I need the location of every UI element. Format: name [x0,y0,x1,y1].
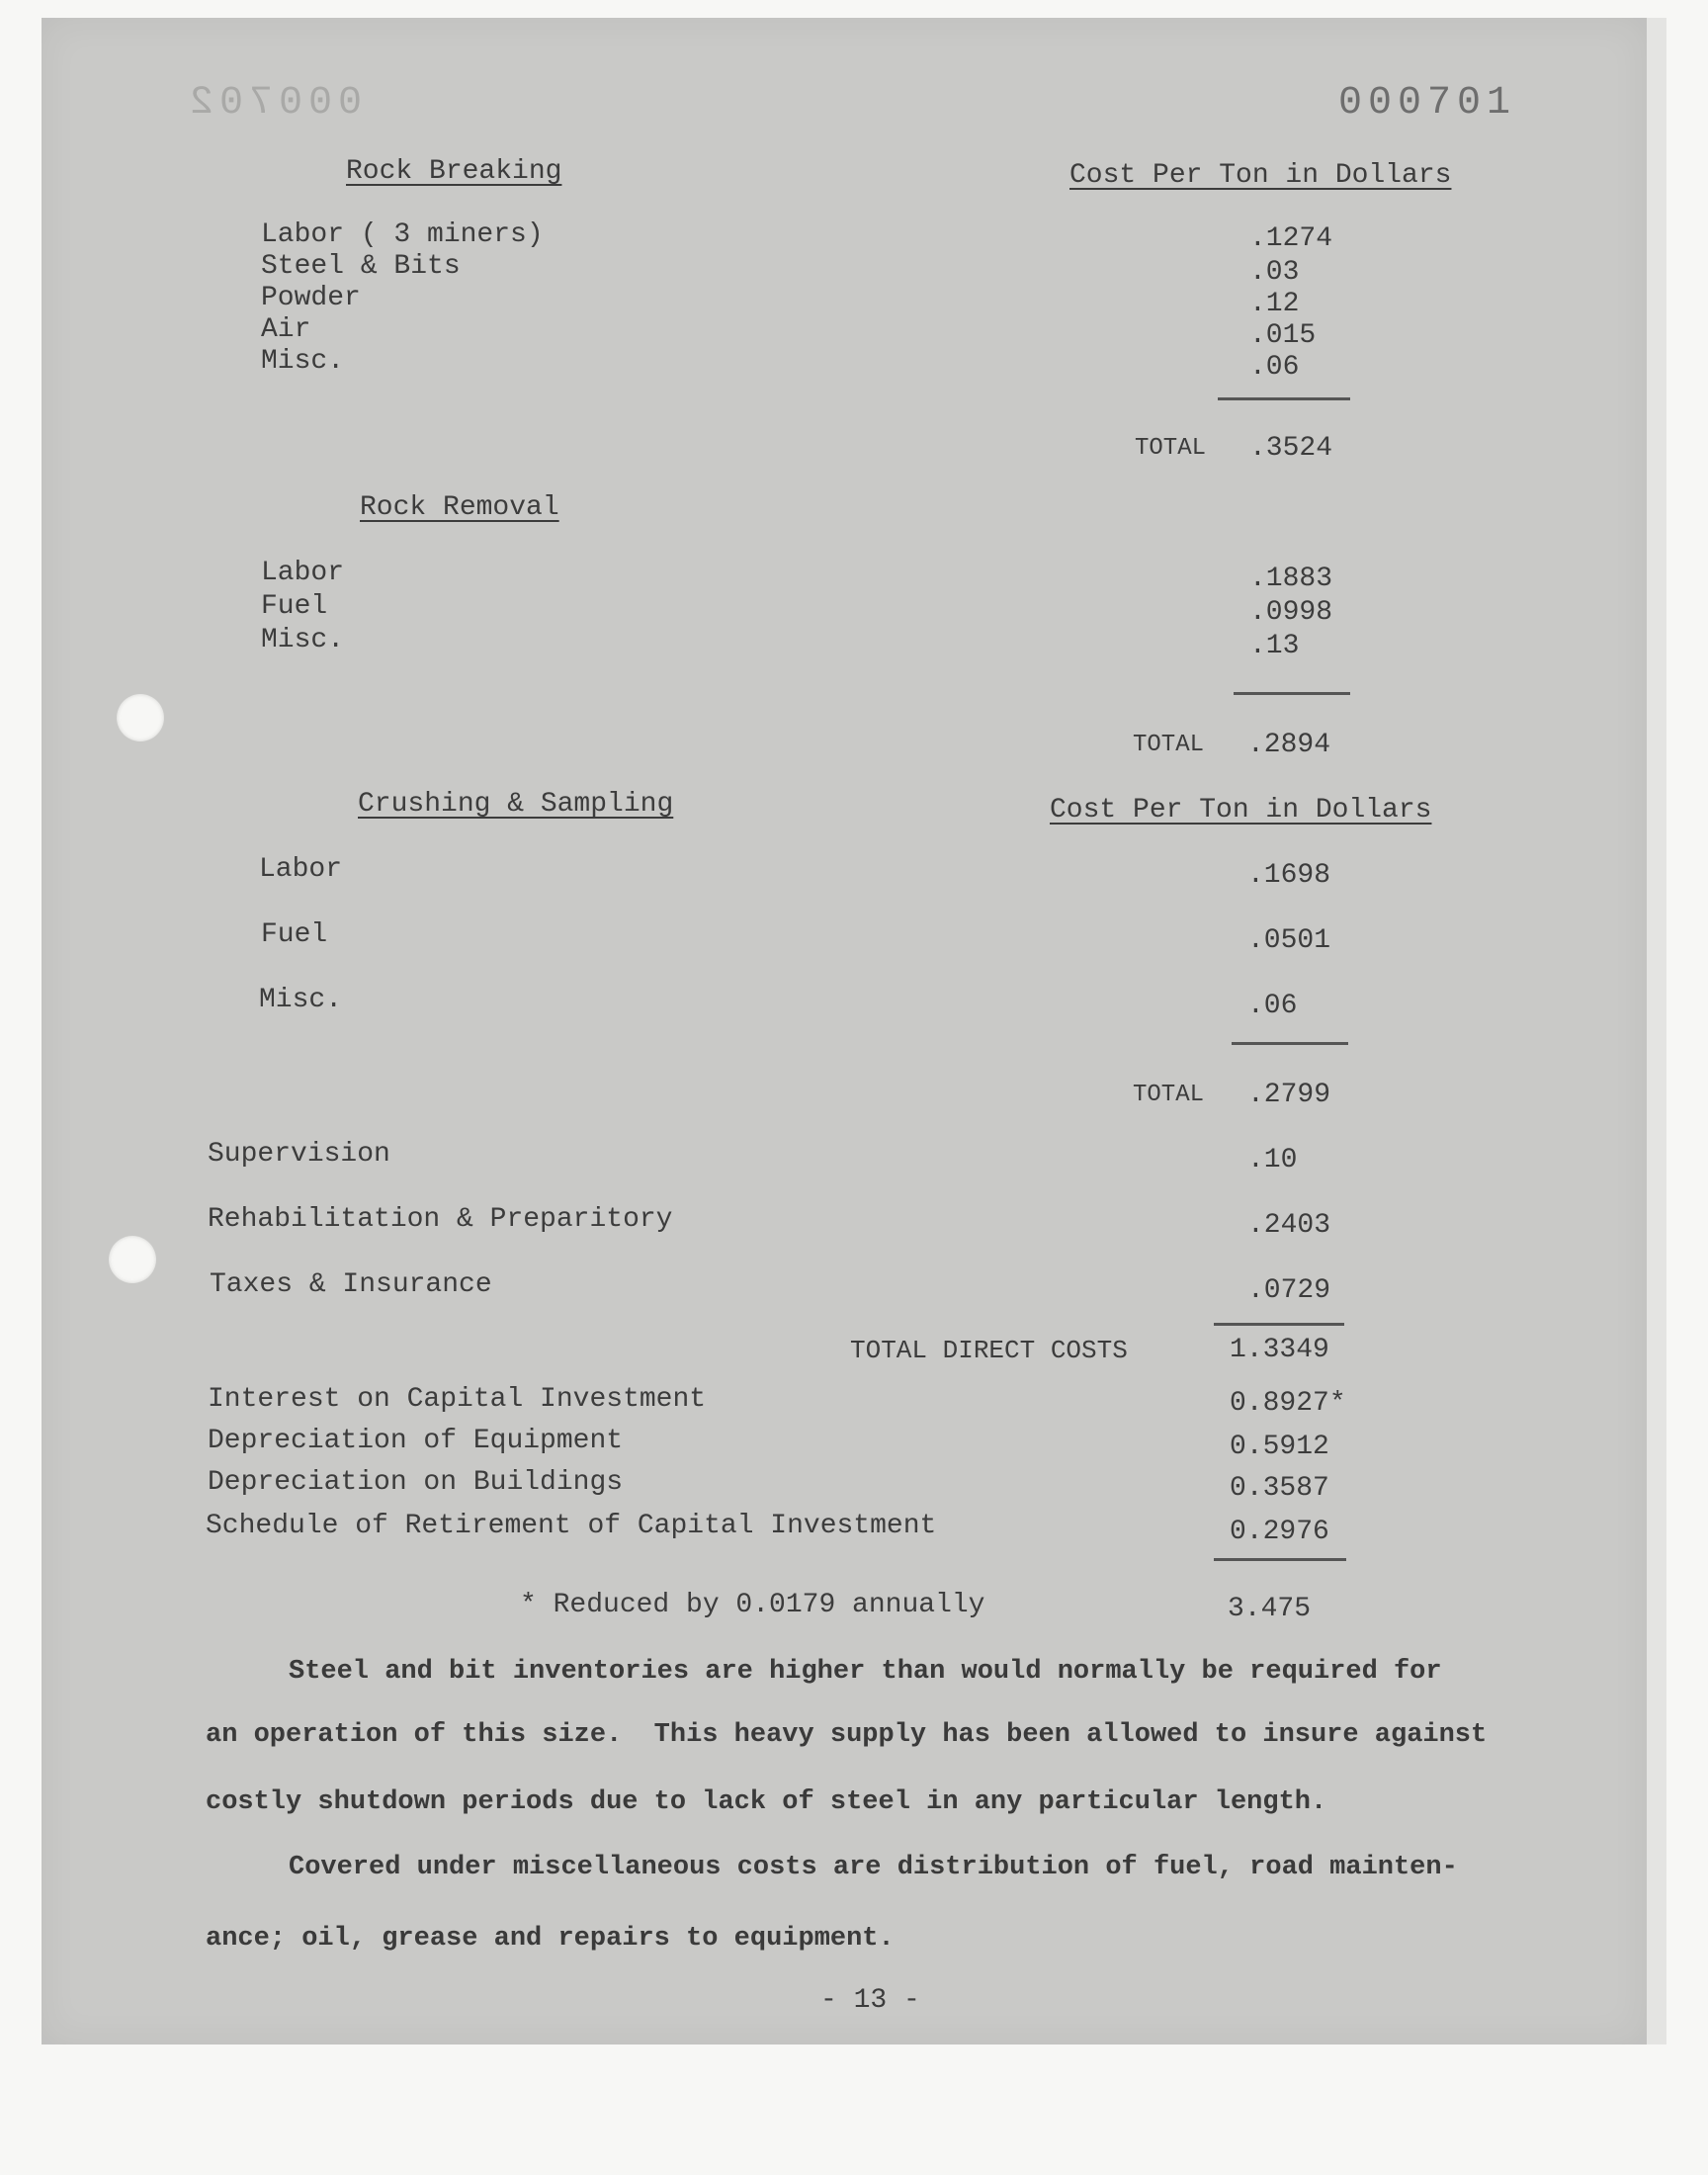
binder-hole [109,1236,156,1283]
line-item-value: .0998 [1249,597,1333,628]
line-item-value: .1698 [1247,860,1331,891]
line-item-label: Taxes & Insurance [210,1269,492,1300]
line-item-value: .1883 [1249,564,1333,594]
line-item-value: 0.3587 [1230,1473,1329,1504]
line-item-label: Fuel [261,591,328,622]
line-item-label: Misc. [259,985,343,1015]
line-item-value: .06 [1249,352,1300,383]
line-item-label: Labor [259,854,343,885]
line-item-value: .06 [1247,991,1298,1021]
grand-total-value: 3.475 [1228,1594,1312,1624]
line-item-label: Air [261,314,311,345]
line-item-label: Depreciation of Equipment [208,1426,624,1456]
total-label: TOTAL [1135,435,1207,462]
line-item-label: Misc. [261,625,345,655]
line-item-label: Supervision [208,1139,390,1170]
total-value: .2894 [1247,730,1331,760]
column-heading-cost-per-ton: Cost Per Ton in Dollars [1069,160,1452,191]
paragraph-line: Covered under miscellaneous costs are distribution of fuel, road mainten- [289,1853,1458,1882]
page-number: - 13 - [820,1985,920,2016]
line-item-value: .12 [1249,289,1300,319]
subtotal-rule [1218,397,1350,400]
column-heading-cost-per-ton: Cost Per Ton in Dollars [1050,795,1432,826]
total-direct-costs-value: 1.3349 [1230,1335,1329,1365]
paragraph-line: costly shutdown periods due to lack of steel in any particular length. [206,1787,1327,1817]
line-item-value: .13 [1249,631,1300,661]
line-item-value: .1274 [1249,223,1333,254]
line-item-label: Fuel [261,919,328,950]
line-item-label: Labor [261,558,345,588]
line-item-label: Steel & Bits [261,251,461,282]
line-item-value: .0501 [1247,925,1331,956]
total-value: .3524 [1249,433,1333,464]
line-item-label: Labor ( 3 miners) [261,219,544,250]
line-item-label: Depreciation on Buildings [208,1467,624,1498]
footnote: * Reduced by 0.0179 annually [520,1590,985,1620]
grand-total-rule [1214,1558,1346,1561]
line-item-value: .03 [1249,257,1300,288]
total-direct-costs-label: TOTAL DIRECT COSTS [850,1336,1128,1365]
line-item-label: Powder [261,283,361,313]
total-label: TOTAL [1133,732,1205,758]
ghost-stamp-number: 000702 [184,81,363,126]
line-item-value: .0729 [1247,1275,1331,1306]
line-item-value: 0.5912 [1230,1432,1329,1462]
stamp-number: 000701 [1338,81,1517,126]
line-item-value: 0.2976 [1230,1517,1329,1547]
page-edge [1647,18,1666,2044]
section-heading-crushing-sampling: Crushing & Sampling [358,789,674,820]
subtotal-rule [1232,1042,1348,1045]
total-label: TOTAL [1133,1082,1205,1108]
total-value: .2799 [1247,1080,1331,1110]
line-item-value: 0.8927* [1230,1388,1346,1419]
line-item-value: .015 [1249,320,1317,351]
line-item-value: .2403 [1247,1210,1331,1241]
paragraph-line: an operation of this size. This heavy supply has been allowed to insure against [206,1720,1488,1750]
line-item-label: Interest on Capital Investment [208,1384,707,1415]
section-heading-rock-breaking: Rock Breaking [346,156,562,187]
line-item-label: Rehabilitation & Preparitory [208,1204,673,1235]
subtotal-rule [1214,1323,1344,1326]
paragraph-line: ance; oil, grease and repairs to equipment. [206,1924,895,1954]
line-item-value: .10 [1247,1145,1298,1175]
binder-hole [117,694,164,741]
subtotal-rule [1234,692,1350,695]
paragraph-line: Steel and bit inventories are higher than would normally be required for [289,1657,1442,1687]
line-item-label: Misc. [261,346,345,377]
line-item-label: Schedule of Retirement of Capital Investment [206,1511,937,1541]
section-heading-rock-removal: Rock Removal [360,492,559,523]
